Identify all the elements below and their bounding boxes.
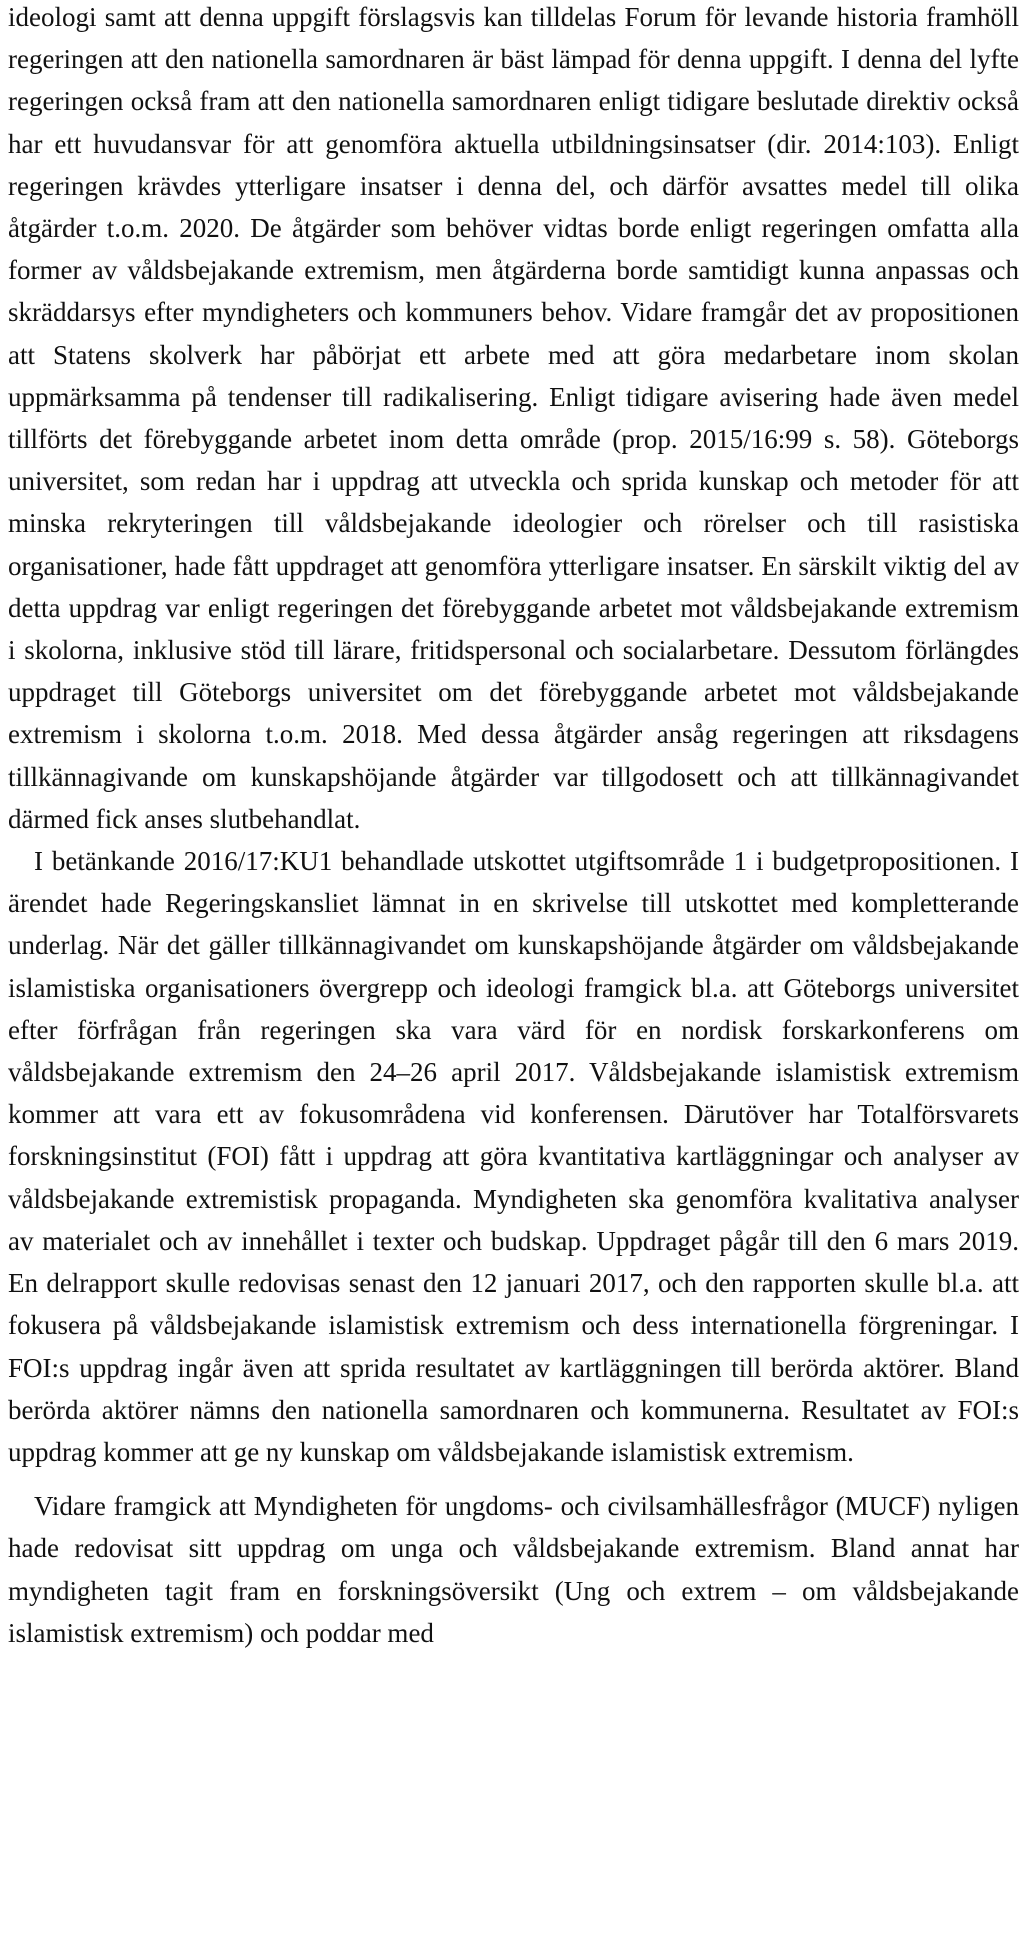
paragraph-3: Vidare framgick att Myndigheten för ungdoms- och civilsamhällesfrågor (MUCF) nyligen hade redovisat sitt uppdrag om unga och våldsbejakande extremism. Bland annat har myndigheten tagit fram en forskningsöversikt (Ung och extrem – om våldsbejakande islamistisk extremism) och poddar med xyxy=(8,1491,1019,1648)
paragraph-2: I betänkande 2016/17:KU1 behandlade utskottet utgiftsområde 1 i budgetpropositionen. I ärendet hade Regeringskansliet lämnat in en skrivelse till utskottet med kompletterande underlag. När det gäller tillkännagivandet om kunskapshöjande åtgärder om våldsbejakande islamistiska organisationers övergrepp och ideologi framgick bl.a. att Göteborgs universitet efter förfrågan från regeringen ska vara värd för en nordisk forskarkonferens om våldsbejakande extremism den 24–26 april 2017. Våldsbejakande islamistisk extremism kommer att vara ett av fokusområdena vid konferensen. Därutöver har Totalförsvarets forskningsinstitut (FOI) fått i uppdrag att göra kvantitativa kartläggningar och analyser av våldsbejakande extremistisk propaganda. Myndigheten ska genomföra kvalitativa analyser av materialet och av innehållet i texter och budskap. Uppdraget pågår till den 6 mars 2019. En delrapport skulle redovisas senast den 12 januari 2017, och den rapporten skulle bl.a. att fokusera på våldsbejakande islamistisk extremism och dess internationella förgreningar. I FOI:s uppdrag ingår även att sprida resultatet av kartläggningen till berörda aktörer. Bland berörda aktörer nämns den nationella samordnaren och kommunerna. Resultatet av FOI:s uppdrag kommer att ge ny kunskap om våldsbejakande islamistisk extremism. xyxy=(8,846,1019,1467)
paragraph-1: ideologi samt att denna uppgift förslagsvis kan tilldelas Forum för levande historia framhöll regeringen att den nationella samordnaren är bäst lämpad för denna uppgift. I denna del lyfte regeringen också fram att den nationella samordnaren enligt tidigare beslutade direktiv också har ett huvudansvar för att genomföra aktuella utbildningsinsatser (dir. 2014:103). Enligt regeringen krävdes ytterligare insatser i denna del, och därför avsattes medel till olika åtgärder t.o.m. 2020. De åtgärder som behöver vidtas borde enligt regeringen omfatta alla former av våldsbejakande extremism, men åtgärderna borde samtidigt kunna anpassas och skräddarsys efter myndigheters och kommuners behov. Vidare framgår det av propositionen att Statens skolverk har påbörjat ett arbete med att göra medarbetare inom skolan uppmärksamma på tendenser till radikalisering. Enligt tidigare avisering hade även medel tillförts det förebyggande arbetet inom detta område (prop. 2015/16:99 s. 58). Göteborgs universitet, som redan har i uppdrag att utveckla och sprida kunskap och metoder för att minska rekryteringen till våldsbejakande ideologier och rörelser och till rasistiska organisationer, hade fått uppdraget att genomföra ytterligare insatser. En särskilt viktig del av detta uppdrag var enligt regeringen det förebyggande arbetet mot våldsbejakande extremism i skolorna, inklusive stöd till lärare, fritidspersonal och socialarbetare. Dessutom förlängdes uppdraget till Göteborgs universitet om det förebyggande arbetet mot våldsbejakande extremism i skolorna t.o.m. 2018. Med dessa åtgärder ansåg regeringen att riksdagens tillkännagivande om kunskapshöjande åtgärder var tillgodosett och att tillkännagivandet därmed fick anses slutbehandlat. xyxy=(8,2,1019,834)
